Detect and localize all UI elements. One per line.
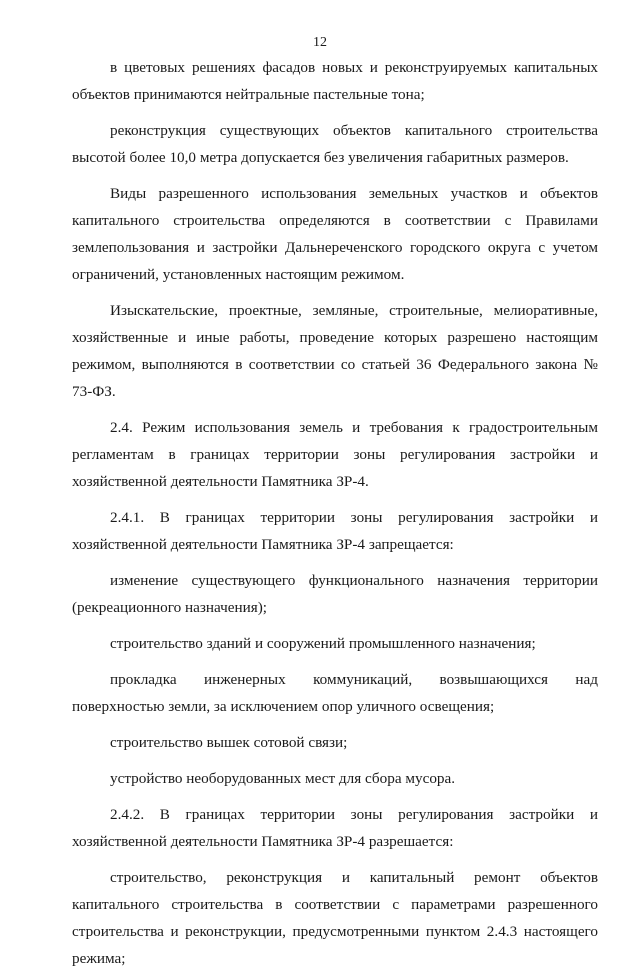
paragraph-reconstruction-height: реконструкция существующих объектов капитального строительства высотой более 10,0 метра допускается без увеличения габаритных размеров.: [72, 122, 598, 166]
section-2-4-1-heading: 2.4.1. В границах территории зоны регулирования застройки и хозяйственной деятельности Памятника ЗР-4 запрещается:: [72, 509, 598, 553]
prohibited-item-industrial-buildings: строительство зданий и сооружений промышленного назначения;: [110, 635, 536, 652]
section-2-4-heading: 2.4. Режим использования земель и требования к градостроительным регламентам в границах территории зоны регулирования застройки и хозяйственной деятельности Памятника ЗР-4.: [72, 419, 598, 490]
prohibited-item-utilities: прокладка инженерных коммуникаций, возвышающихся над поверхностью земли, за исключением опор уличного освещения;: [72, 671, 598, 715]
section-2-4-2-heading: 2.4.2. В границах территории зоны регулирования застройки и хозяйственной деятельности Памятника ЗР-4 разрешается:: [72, 806, 598, 850]
paragraph-works: Изыскательские, проектные, земляные, строительные, мелиоративные, хозяйственные и иные работы, проведение которых разрешено настоящим режимом, выполняются в соответствии со статьей 36 Федерального закона № 73-ФЗ.: [72, 302, 598, 400]
document-body: [72, 54, 598, 972]
prohibited-item-waste-sites: устройство необорудованных мест для сбора мусора.: [110, 770, 456, 787]
page-number: 12: [313, 35, 327, 50]
prohibited-item-cell-towers: строительство вышек сотовой связи;: [110, 734, 348, 751]
permitted-item-construction: строительство, реконструкция и капитальный ремонт объектов капитального строительства в соответствии с параметрами разрешенного строительства и реконструкции, предусмотренными пунктом 2.4.3 настоящего режима;: [72, 869, 598, 967]
paragraph-permitted-use: Виды разрешенного использования земельных участков и объектов капитального строительства определяются в соответствии с Правилами землепользования и застройки Дальнереченского городского округа с учетом ограничений, установленных настоящим режимом.: [72, 185, 598, 283]
paragraph-facade-colors: в цветовых решениях фасадов новых и реконструируемых капитальных объектов принимаются нейтральные пастельные тона;: [72, 59, 598, 103]
prohibited-item-function-change: изменение существующего функционального назначения территории (рекреационного назначения);: [72, 572, 598, 616]
